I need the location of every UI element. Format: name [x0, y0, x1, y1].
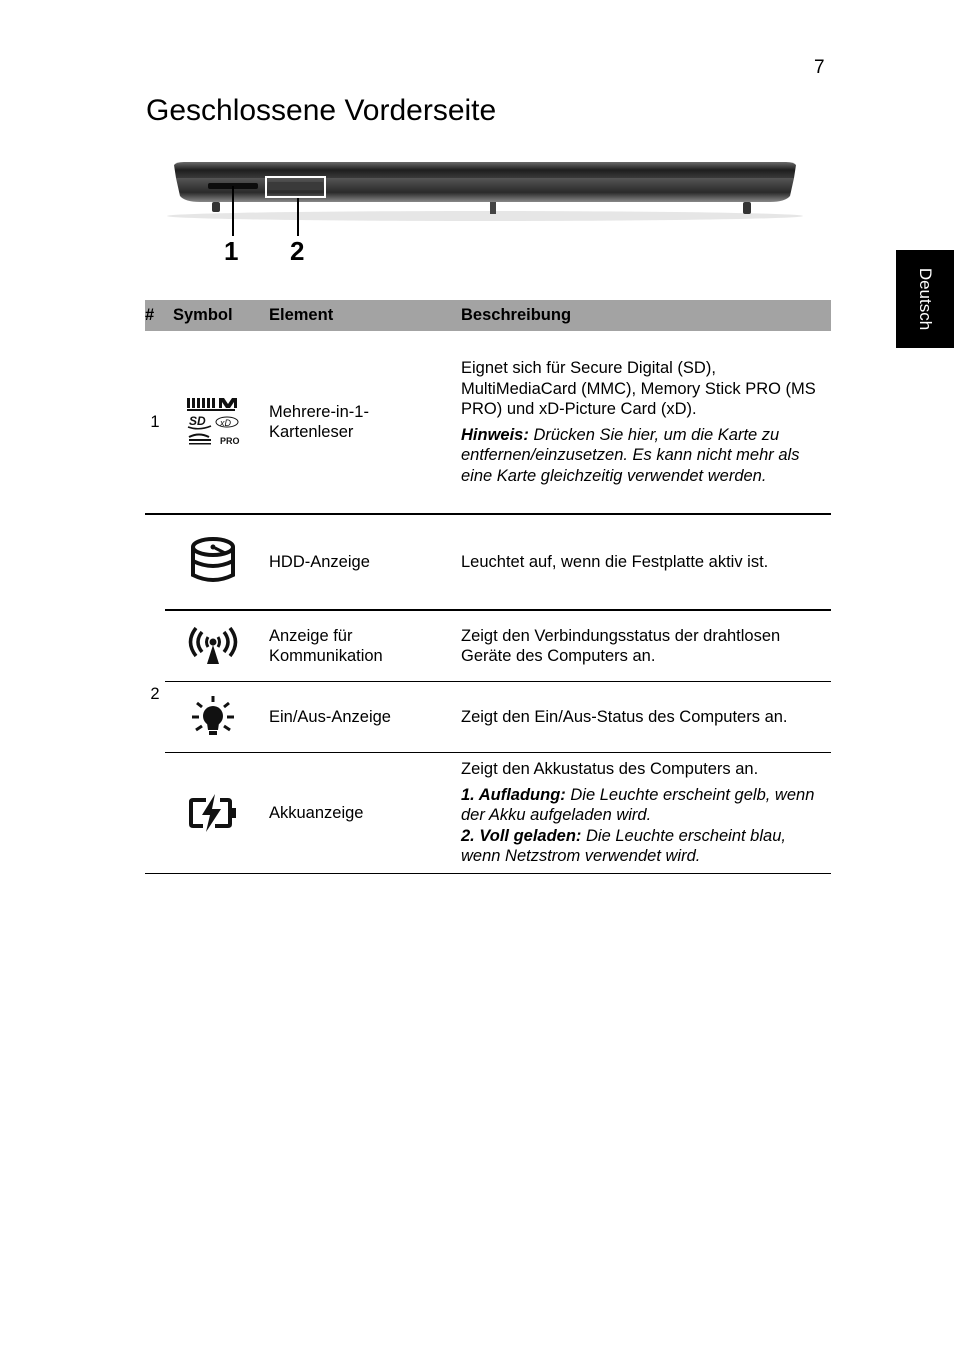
- header-symbol: Symbol: [165, 300, 261, 331]
- element-name: Mehrere-in-1-Kartenleser: [261, 331, 453, 514]
- symbol-cell: [165, 514, 261, 610]
- page-number: 7: [814, 57, 825, 78]
- table-row: [145, 331, 831, 514]
- element-description: [453, 331, 831, 514]
- laptop-front-figure: [160, 156, 810, 276]
- description-text: Zeigt den Akkustatus des Computers an.: [461, 760, 759, 779]
- symbol-cell: [165, 610, 261, 682]
- row-number: 1: [145, 331, 165, 514]
- element-name: Ein/Aus-Anzeige: [261, 682, 453, 753]
- language-side-tab: [896, 250, 954, 348]
- description-text: Zeigt den Ein/Aus-Status des Computers an.: [461, 707, 788, 726]
- note-text: Drücken Sie hier, um die Karte zu entfernen/einzusetzen. Es kann nicht mehr als eine Karte gleichzeitig verwendet werden.: [461, 425, 800, 485]
- element-description: [453, 753, 831, 874]
- svg-text:SD: SD: [189, 414, 206, 428]
- status-2-label: 2. Voll geladen:: [461, 826, 582, 845]
- power-bulb-icon: [191, 695, 235, 739]
- callout-2: 2: [290, 236, 305, 266]
- element-name: Anzeige für Kommunikation: [261, 610, 453, 682]
- svg-text:PRO: PRO: [220, 436, 240, 446]
- element-description: [453, 682, 831, 753]
- description-text: Eignet sich für Secure Digital (SD), MultiMediaCard (MMC), Memory Stick PRO (MS PRO) und xD-Picture Card (xD).: [461, 359, 816, 418]
- element-description: [453, 514, 831, 610]
- header-description: Beschreibung: [453, 300, 831, 331]
- element-name: HDD-Anzeige: [261, 514, 453, 610]
- table-row: [145, 514, 831, 610]
- element-name: Akkuanzeige: [261, 753, 453, 874]
- description-text: Zeigt den Verbindungsstatus der drahtlosen Geräte des Computers an.: [461, 626, 781, 665]
- table-row: [145, 682, 831, 753]
- callout-1: 1: [224, 236, 239, 266]
- symbol-cell: [165, 753, 261, 874]
- description-text: Leuchtet auf, wenn die Festplatte aktiv ist.: [461, 552, 769, 571]
- wireless-communication-icon: [188, 626, 238, 666]
- symbol-cell: [165, 682, 261, 753]
- page-title: Geschlossene Vorderseite: [146, 94, 497, 127]
- status-list: [461, 785, 823, 867]
- svg-text:xD: xD: [220, 418, 231, 428]
- hdd-icon: [189, 535, 237, 589]
- table-row: [145, 610, 831, 682]
- front-components-table: [145, 300, 831, 874]
- header-element: Element: [261, 300, 453, 331]
- row-number: 2: [145, 514, 165, 874]
- note: [461, 425, 823, 487]
- multi-card-reader-icon: [185, 396, 241, 448]
- battery-icon: [187, 793, 239, 833]
- symbol-cell: [165, 331, 261, 514]
- status-1-label: 1. Aufladung:: [461, 785, 566, 804]
- element-description: [453, 610, 831, 682]
- status-2-text: Die Leuchte erscheint blau, wenn Netzstrom verwendet wird.: [461, 826, 786, 866]
- table-header-row: [145, 300, 831, 331]
- side-tab-label: Deutsch: [916, 267, 935, 331]
- table-row: [145, 753, 831, 874]
- header-num: #: [145, 300, 165, 331]
- note-label: Hinweis:: [461, 425, 529, 444]
- status-1-text: Die Leuchte erscheint gelb, wenn der Akku aufgeladen wird.: [461, 785, 815, 825]
